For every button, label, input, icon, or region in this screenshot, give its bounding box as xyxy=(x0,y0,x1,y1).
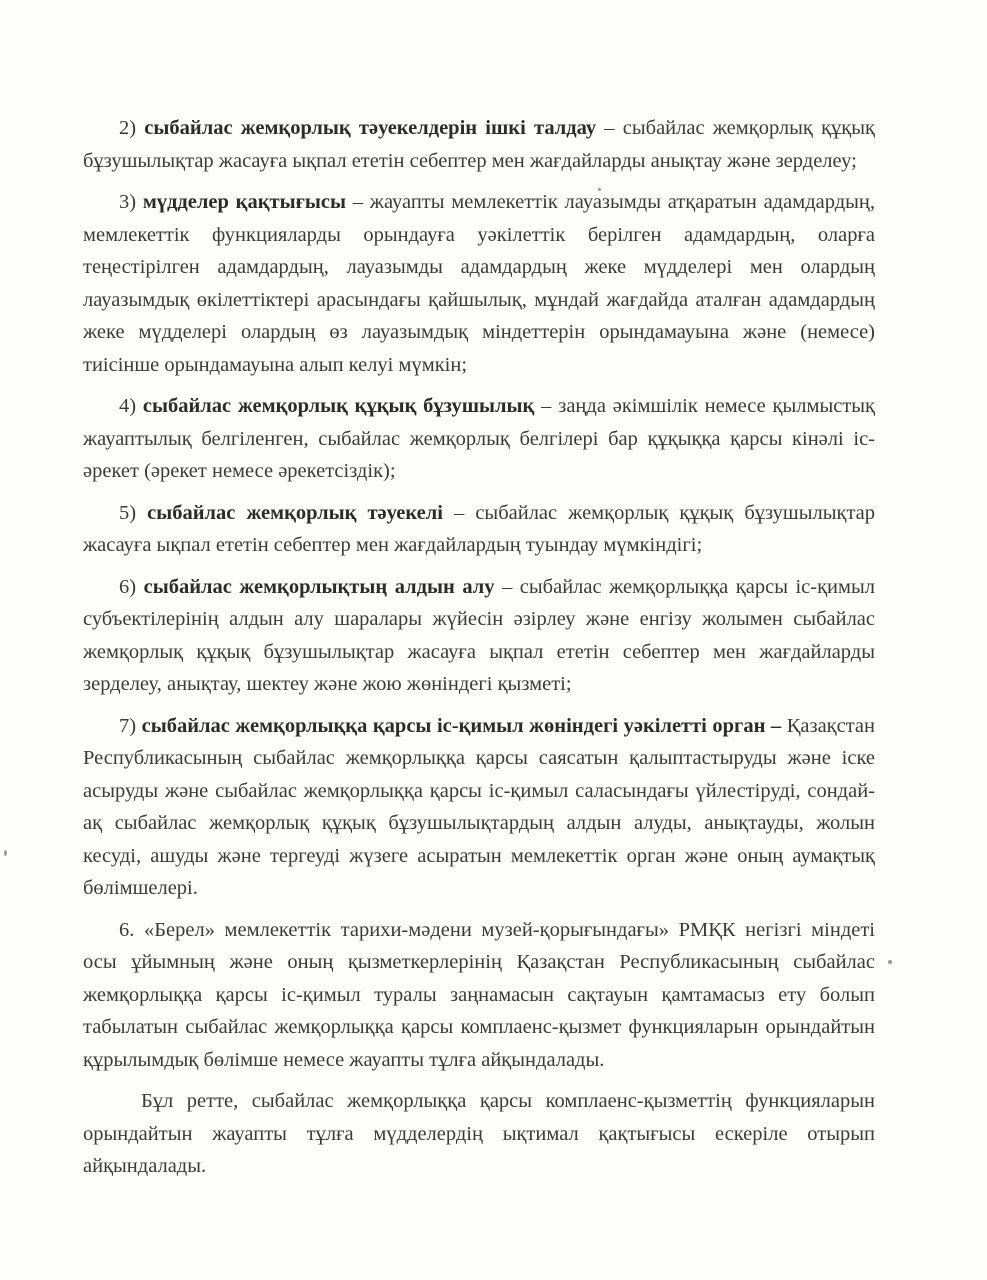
item-number: 5) xyxy=(119,501,137,524)
definition-2 xyxy=(83,112,875,177)
definition-5 xyxy=(83,497,875,562)
defined-term: сыбайлас жемқорлық тәуекелдерін ішкі талдау xyxy=(144,117,597,139)
document-body xyxy=(83,112,875,1192)
definition-text: Қазақстан Республикасының сыбайлас жемқорлыққа қарсы саясатын қалыптастыруды және іске асыруды және сыбайлас жемқорлыққа қарсы іс-қимыл саласындағы үйлестіруді, сондай-ақ сыбайлас жемқорлық құқық бұзушылықтардың алдын алуды, анықтауды, жолын кесуді, ашуды және тергеуді жүзеге асыратын мемлекеттік орган және оның аумақтық бөлімшелері. xyxy=(83,714,876,899)
item-number: 4) xyxy=(119,395,137,417)
definition-4 xyxy=(83,390,875,488)
defined-term: мүдделер қақтығысы xyxy=(142,191,347,213)
definition-7 xyxy=(83,710,875,905)
definition-text: – сыбайлас жемқорлық құқық бұзушылықтар жасауға ықпал ететін себептер мен жағдайларды анықтау және зерделеу; xyxy=(83,117,876,172)
closing-paragraph: Бұл ретте, сыбайлас жемқорлыққа қарсы комплаенс-қызметтің функцияларын орындайтын жауапты тұлға мүдделердің ықтимал қақтығысы ескеріле отырып айқындалады. xyxy=(83,1090,875,1177)
item-number: 7) xyxy=(119,714,137,737)
definition-6 xyxy=(83,571,875,701)
defined-term: сыбайлас жемқорлық тәуекелі xyxy=(147,501,443,524)
definition-text: – жауапты мемлекеттік лауазымды атқаратын адамдардың, мемлекеттік функцияларды орындауға уәкілеттік берілген адамдардың, оларға теңестірілген адамдардың, лауазымды адамдардың жеке мүдделері мен олардың лауазымдық өкілеттіктері арасындағы қайшылық, мұндай жағдайда аталған адамдардың жеке мүдделері олардың өз лауазымдық міндеттерін орындамауына және (немесе) тиісінше орындамауына алып келуі мүмкін; xyxy=(83,191,875,376)
scan-speck xyxy=(598,188,601,191)
item-number: 2) xyxy=(119,117,137,139)
defined-term: сыбайлас жемқорлықтың алдын алу xyxy=(143,575,495,598)
definition-3 xyxy=(83,186,875,381)
item-number: 3) xyxy=(119,191,137,213)
definition-text: – сыбайлас жемқорлық құқық бұзушылықтар жасауға ықпал ететін себептер мен жағдайлардың туындау мүмкіндігі; xyxy=(83,501,876,556)
definition-text: – сыбайлас жемқорлыққа қарсы іс-қимыл субъектілерінің алдын алу шаралары жүйесін әзірлеу және енгізу жолымен сыбайлас жемқорлық құқық бұзушылықтар жасауға ықпал ететін себептер мен жағдайларды зерделеу, анықтау, шектеу және жою жөніндегі қызметі; xyxy=(83,575,876,695)
defined-term: сыбайлас жемқорлық құқық бұзушылық xyxy=(142,395,535,417)
definition-text: – заңда әкімшілік немесе қылмыстық жауаптылық белгіленген, сыбайлас жемқорлық белгілері бар құқыққа қарсы кінәлі іс-әрекет (әрекет немесе әрекетсіздік); xyxy=(83,395,876,482)
defined-term: сыбайлас жемқорлыққа қарсы іс-қимыл жөніндегі уәкілетті орган – xyxy=(141,714,782,737)
scan-speck xyxy=(888,960,892,964)
item-number: 6) xyxy=(119,575,137,598)
section-6-paragraph: 6. «Берел» мемлекеттік тарихи-мәдени музей-қорығындағы» РМҚК негізгі міндеті осы ұйымның және оның қызметкерлерінің Қазақстан Республикасының сыбайлас жемқорлыққа қарсы іс-қимыл туралы заңнамасын сақтауын қамтамасыз ету болып табылатын сыбайлас жемқорлыққа қарсы комплаенс-қызмет функцияларын орындайтын құрылымдық бөлімше немесе жауапты тұлға айқындалады. xyxy=(83,918,875,1071)
scan-speck xyxy=(4,850,7,856)
